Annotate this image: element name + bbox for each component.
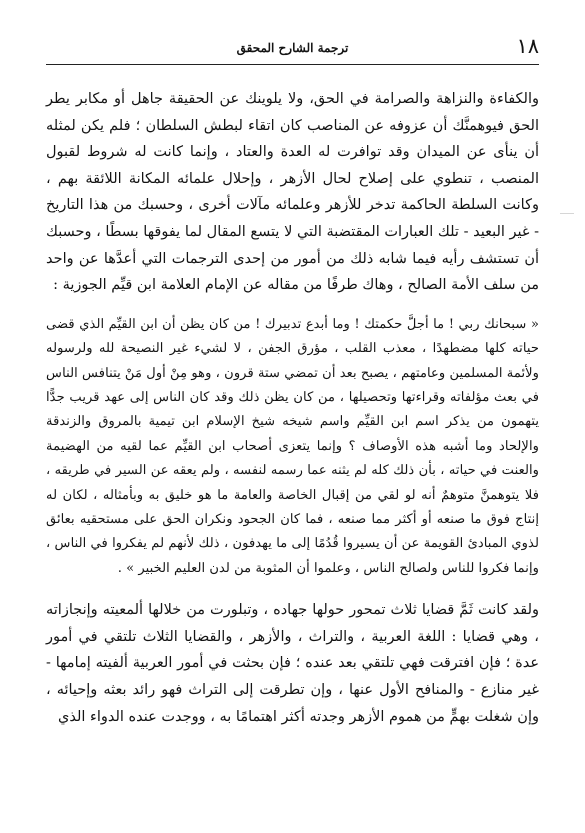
scan-speck (560, 213, 574, 214)
paragraph-quotation: « سبحانك ربي ! ما أجلَّ حكمتك ! وما أبدع تدبيرك ! من كان يظن أن ابن القيِّم الذي قضى حياته كلها مضطهدًا ، معذب القلب ، مؤرق الجفن ، لا لشيء غير النصيحة لله ولرسوله ولأئمة المسلمين وعامتهم ، يصبح بعد أن تمضي ستة قرون ، وهو مِنْ أول مَنْ يتنافس الناس في بعث مؤلفاته وقراءتها وتحصيلها ، من كان يظن ذلك وقد كان الناس إلى عهد قريب جدًّا يتهمون من يذكر اسم ابن القيِّم واسم شيخه شيخ الإسلام ابن تيمية بالمروق والزندقة والإلحاد وما أشبه هذه الأوصاف ؟ وإنما يتعزى أصحاب ابن القيِّم عما لقيه من الهضيمة والعنت في حياته ، بأن ذلك كله لم يثنه عما رسمه لنفسه ، ولم يعقه عن السير في طريقه ، فلا يتوهمنَّ متوهمٌ أنه لو لقي من إقبال الخاصة والعامة ما هو خليق به وبأمثاله ، لكان له إنتاج فوق ما صنعه أو أكثر مما صنعه ، فما كان الجحود ونكران الحق على مستحقيه بعائق لذوي المبادئ القويمة عن أن يسيروا قُدُمًا إلى ما يهدفون ، ذلك لأنهم لم يفكروا في الناس ، وإنما فكروا للناس ولصالح الناس ، وعلموا أن المثوبة من لدن العليم الخبير » . (46, 316, 539, 576)
page-header (46, 34, 539, 65)
page-number: ١٨ (516, 34, 539, 58)
paragraph-intro: والكفاءة والنزاهة والصرامة في الحق، ولا يلوينك عن الحقيقة جاهل أو مكابر يطر الحق فيوهمنَّك أن عزوفه عن المناصب كان اتقاء لبطش السلطان ؛ فلم يكن لمثله أن ينأى عن الميدان وقد توافرت له العدة والعتاد ، وإنما كانت له شروط لقبول المنصب ، تنطوي على إصلاح لحال الأزهر ، وإحلال علمائه المكانة اللائقة بهم ، وكانت السلطة الحاكمة تدخر للأزهر وعلمائه مآلات أخرى ، وحسبك من هذا التاريخ - غير البعيد - تلك العبارات المقتضبة التي لا يتسع المقال لما يفوقها بسطًا ، وحسبك أن تستشف رأيه فيما شابه ذلك من أمور من إحدى الترجمات التي أعدَّها عن واحد من سلف الأمة الصالح ، وهاك طرفًا من مقاله عن الإمام العلامة ابن قيِّم الجوزية : (46, 91, 539, 294)
paragraph-three-issues: ولقد كانت ثَمَّ قضايا ثلاث تمحور حولها جهاده ، وتبلورت من خلالها ألمعيته وإنجازاته ، وهي قضايا : اللغة العربية ، والتراث ، والأزهر ، والقضايا الثلاث تلتقي في أمور عدة ؛ فإن افترقت فهي تلتقي بعد عنده ؛ فإن بحثت في أمور العربية ألفيته إمامها - غير منازع - والمنافح الأول عنها ، وإن تطرقت إلى التراث فهو رائد بعثه وإحيائه ، وإن شغلت بهمٍّ من هموم الأزهر وجدته أكثر اهتمامًا به ، ووجدت عنده الدواء الذي (46, 602, 539, 725)
running-title: ترجمة الشارح المحقق (236, 41, 349, 55)
page-body (46, 86, 539, 730)
